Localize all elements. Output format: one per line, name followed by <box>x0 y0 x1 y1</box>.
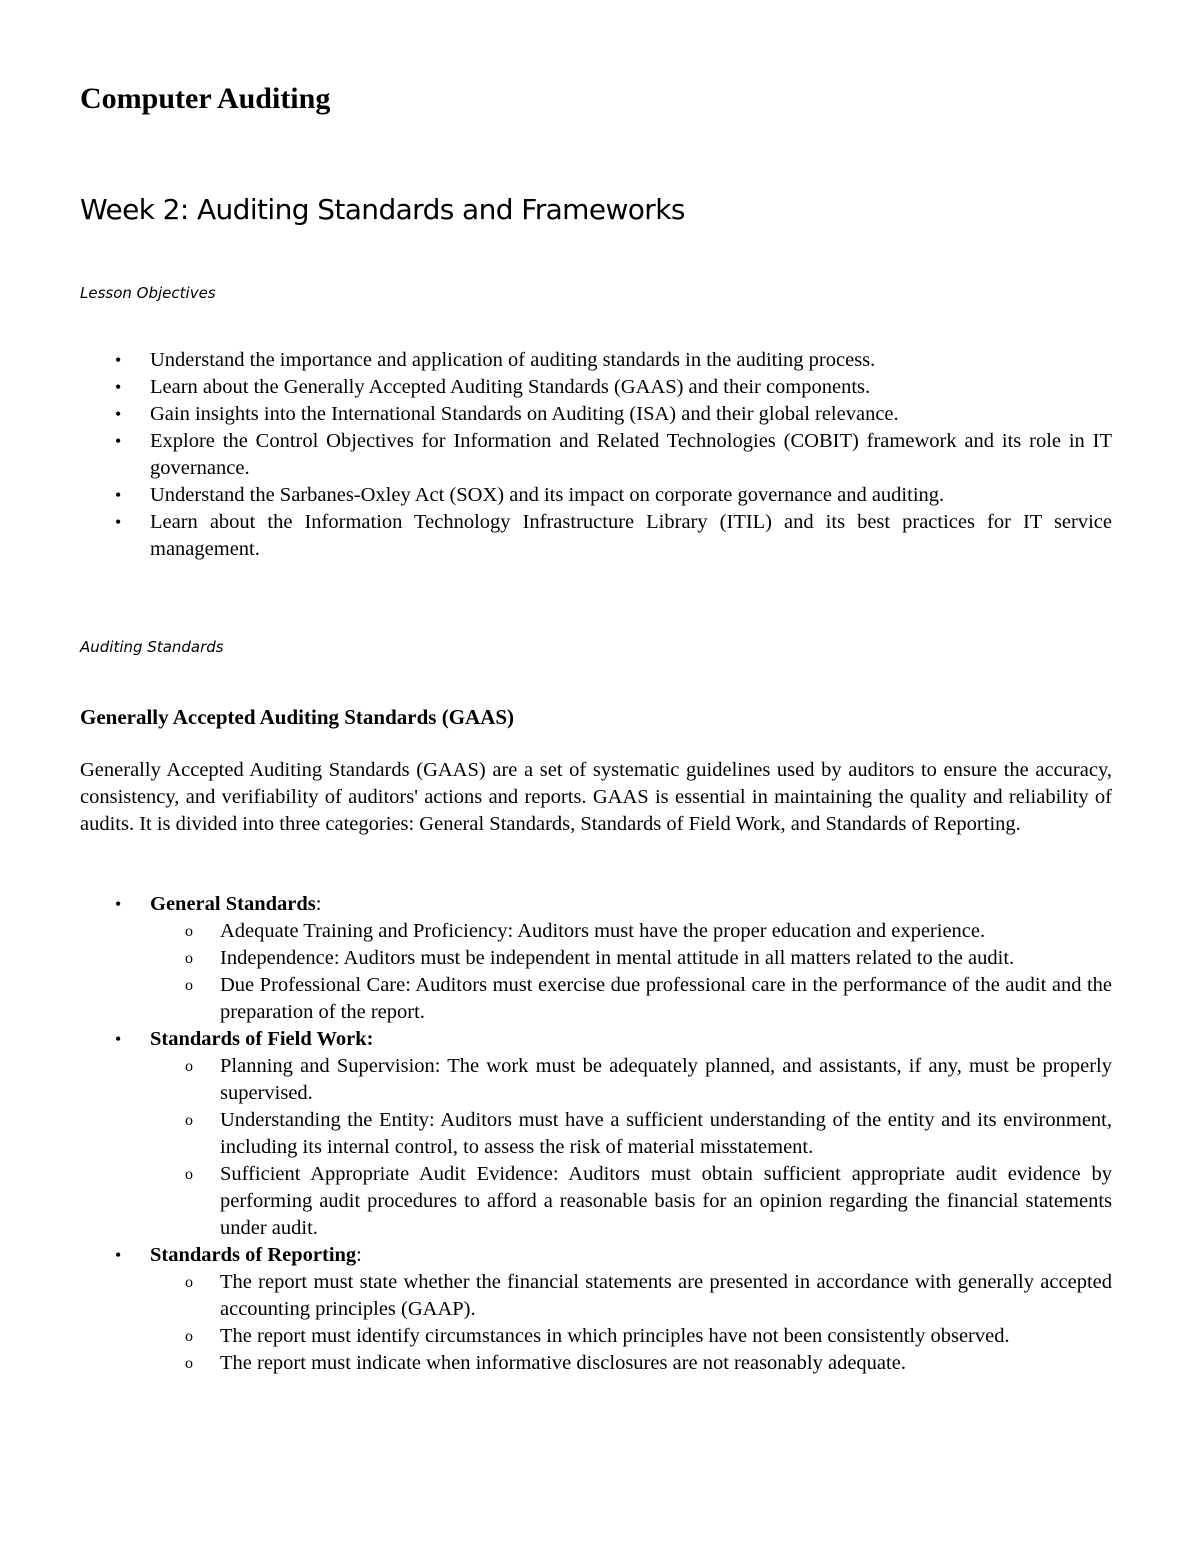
sub-list-item <box>150 972 1112 1026</box>
standard-text: Sufficient Appropriate Audit Evidence: Auditors must obtain sufficient appropriate audit evidence by performing audit procedures to afford a reasonable basis for an opinion regarding the financial statements under audit. <box>220 1163 1112 1239</box>
category-item-reporting: • Standards of Reporting: o The report must state whether the financial statements are presented in accordance with generally accepted accounting principles (GAAP). o The report must identify circumstances in which principles have not been consistently observed. o The report must indicate when informative disclosures are not reasonably adequate. <box>80 1242 1112 1377</box>
bullet-icon: • <box>115 350 122 370</box>
circle-bullet-icon: o <box>185 1166 193 1183</box>
category-name: General Standards <box>150 893 316 915</box>
circle-bullet-icon: o <box>185 1328 193 1345</box>
circle-bullet-icon: o <box>185 1355 193 1372</box>
lesson-objectives-label: Lesson Objectives <box>80 284 216 302</box>
bullet-icon: • <box>115 485 122 505</box>
category-name: Standards of Field Work <box>150 1028 367 1050</box>
bullet-icon: • <box>115 512 122 532</box>
objective-text: Learn about the Information Technology Infrastructure Library (ITIL) and its best practices for IT service management. <box>150 511 1112 560</box>
sub-list-item <box>150 918 1112 945</box>
standards-categories-list <box>80 891 1112 1377</box>
standard-text: Due Professional Care: Auditors must exercise due professional care in the performance of the audit and the preparation of the report. <box>220 974 1112 1023</box>
sub-list <box>150 1053 1112 1242</box>
objectives-list <box>80 347 1112 563</box>
standard-text: Planning and Supervision: The work must be adequately planned, and assistants, if any, must be properly supervised. <box>220 1055 1112 1104</box>
gaas-paragraph: Generally Accepted Auditing Standards (GAAS) are a set of systematic guidelines used by auditors to ensure the accuracy, consistency, and verifiability of auditors' actions and reports. GAAS is essential in maintaining the quality and reliability of audits. It is divided into three categories: General Standards, Standards of Field Work, and Standards of Reporting. <box>80 759 1112 835</box>
sub-list-item <box>150 1161 1112 1242</box>
bullet-icon: • <box>115 431 122 451</box>
objective-text: Explore the Control Objectives for Information and Related Technologies (COBIT) framework and its role in IT governance. <box>150 430 1112 479</box>
objective-text: Understand the Sarbanes-Oxley Act (SOX) and its impact on corporate governance and auditing. <box>150 484 945 506</box>
list-item <box>80 401 1112 428</box>
sub-list-item <box>150 1107 1112 1161</box>
list-item <box>80 482 1112 509</box>
list-item <box>80 347 1112 374</box>
bullet-icon: • <box>115 894 122 914</box>
standard-text: The report must indicate when informative disclosures are not reasonably adequate. <box>220 1352 906 1374</box>
list-item <box>80 428 1112 482</box>
standard-text: Adequate Training and Proficiency: Auditors must have the proper education and experience. <box>220 920 986 942</box>
circle-bullet-icon: o <box>185 1274 193 1291</box>
sub-list-item <box>150 1053 1112 1107</box>
sub-list <box>150 1269 1112 1377</box>
objective-text: Gain insights into the International Standards on Auditing (ISA) and their global relevance. <box>150 403 899 425</box>
gaas-heading: Generally Accepted Auditing Standards (GAAS) <box>80 705 515 729</box>
sub-list-item <box>150 1323 1112 1350</box>
sub-list-item <box>150 1269 1112 1323</box>
list-item <box>80 509 1112 563</box>
category-item-field-work: • Standards of Field Work: o Planning and Supervision: The work must be adequately planned, and assistants, if any, must be properly supervised. o Understanding the Entity: Auditors must have a sufficient understanding of the entity and its environment, including its internal control, to assess the risk of material misstatement. o Sufficient Appropriate Audit Evidence: Auditors must obtain sufficient appropriate audit evidence by performing audit procedures to afford a reasonable basis for an opinion regarding the financial statements under audit. <box>80 1026 1112 1242</box>
standard-text: Independence: Auditors must be independent in mental attitude in all matters related to the audit. <box>220 947 1015 969</box>
circle-bullet-icon: o <box>185 977 193 994</box>
week-heading: Week 2: Auditing Standards and Frameworks <box>80 193 685 226</box>
category-item-general-standards: • General Standards: o Adequate Training and Proficiency: Auditors must have the proper education and experience. o Independence: Auditors must be independent in mental attitude in all matters related to the audit. o Due Professional Care: Auditors must exercise due professional care in the performance of the audit and the preparation of the report. <box>80 891 1112 1026</box>
bullet-icon: • <box>115 1245 122 1265</box>
category-name: Standards of Reporting <box>150 1244 357 1266</box>
sub-list <box>150 918 1112 1026</box>
objective-text: Learn about the Generally Accepted Auditing Standards (GAAS) and their components. <box>150 376 871 398</box>
standard-text: Understanding the Entity: Auditors must have a sufficient understanding of the entity and its environment, including its internal control, to assess the risk of material misstatement. <box>220 1109 1112 1158</box>
bullet-icon: • <box>115 404 122 424</box>
list-item <box>80 374 1112 401</box>
standard-text: The report must identify circumstances in which principles have not been consistently observed. <box>220 1325 1010 1347</box>
circle-bullet-icon: o <box>185 950 193 967</box>
circle-bullet-icon: o <box>185 1112 193 1129</box>
circle-bullet-icon: o <box>185 1058 193 1075</box>
circle-bullet-icon: o <box>185 923 193 940</box>
auditing-standards-label: Auditing Standards <box>80 638 224 656</box>
sub-list-item <box>150 1350 1112 1377</box>
bullet-icon: • <box>115 377 122 397</box>
objective-text: Understand the importance and application of auditing standards in the auditing process. <box>150 349 876 371</box>
sub-list-item <box>150 945 1112 972</box>
bullet-icon: • <box>115 1029 122 1049</box>
standard-text: The report must state whether the financial statements are presented in accordance with generally accepted accounting principles (GAAP). <box>220 1271 1112 1320</box>
document-title: Computer Auditing <box>80 82 331 115</box>
